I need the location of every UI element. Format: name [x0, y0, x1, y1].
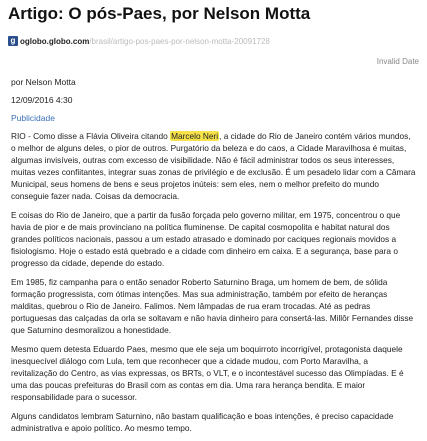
source-domain: oglobo.globo.com — [20, 36, 90, 46]
paragraph-1-start: RIO - Como disse a Flávia Oliveira citando — [11, 131, 171, 141]
source-url[interactable] — [8, 36, 423, 46]
author-byline: por Nelson Motta — [11, 77, 76, 87]
paragraph-2: E coisas do Rio de Janeiro, que a partir da fusão forçada pelo governo militar, em 1975, concentrou o que havia de pior e de mais provinciano na política fluminense. De capital cosmopolita e habitat natural dos grandes políticos nacionais, passou a um estado atrasado e dominado por caciques regionais movidos a fisiologismo. Hoje o estado está quebrado e a cidade com dinheiro em caixa. E a segurança, base para o progresso da cidade, depende do estado. — [11, 210, 401, 268]
publish-date: 12/09/2016 4:30 — [11, 95, 73, 105]
paragraph-3: Em 1985, fiz campanha para o então senador Roberto Saturnino Braga, um homem de bem, de sólida formação progressista, com ótimas intenções. Mas sua administração, também por efeito de heranças malditas, quebrou o Rio de Janeiro. Falimos. Nem lâmpadas de rua eram trocadas. Até as pedras portuguesas das calçadas da orla se soltavam e não havia dinheiro para consertá-las. Millôr Fernandes disse que Saturnino desmoralizou a honestidade. — [11, 277, 414, 335]
highlighted-name: Marcelo Neri — [171, 131, 219, 141]
oglobo-logo-icon: g — [8, 36, 18, 46]
paragraph-4: Mesmo quem detesta Eduardo Paes, mesmo que ele seja um boquirroto incorrigível, protagonista daquele inesquecível diálogo com Lula, tem que reconhecer que a cidade mudou, com Porto Maravilha, a revitalização do Centro, as vias expressas, os BRTs, o VLT, e o incontestável sucesso das Olimpíadas. E é uma das poucas prefeituras do Brasil com as contas em dia. Uma rara herança bendita. E maior responsabilidade para o sucessor. — [11, 344, 404, 402]
invalid-date-label: Invalid Date — [376, 57, 419, 66]
publicidade-label: Publicidade — [11, 113, 55, 123]
source-path: /brasil/artigo-pos-paes-por-nelson-motta-20091728 — [89, 36, 270, 46]
article-title: Artigo: O pós-Paes, por Nelson Motta — [8, 4, 311, 23]
article-body — [11, 130, 416, 441]
paragraph-5: Alguns candidatos lembram Saturnino, não bastam qualificação e boas intenções, é preciso capacidade administrativa e apoio político. Ao mesmo tempo. — [11, 411, 394, 433]
paragraph-1 — [11, 130, 416, 202]
paragraph-1-rest: , a cidade do Rio de Janeiro contém vários mundos, o melhor de alguns deles, o pior de outros. Purgatório da beleza e do caos, a Cidade Maravilhosa é muitas, algumas invisíveis, outras com excesso de visibilidade. Não é fácil administrar todos os seus interesses, muitas vezes confiitantes, integrar suas zonas de privilégio e de exclusão. É um pesadelo lidar com a Câmara Municipal, seus homens de bens e seus projetos inúteis: sem eles, nem o melhor prefeito do mundo conseguie fazer nada. Coisas da democracia. — [11, 131, 416, 201]
